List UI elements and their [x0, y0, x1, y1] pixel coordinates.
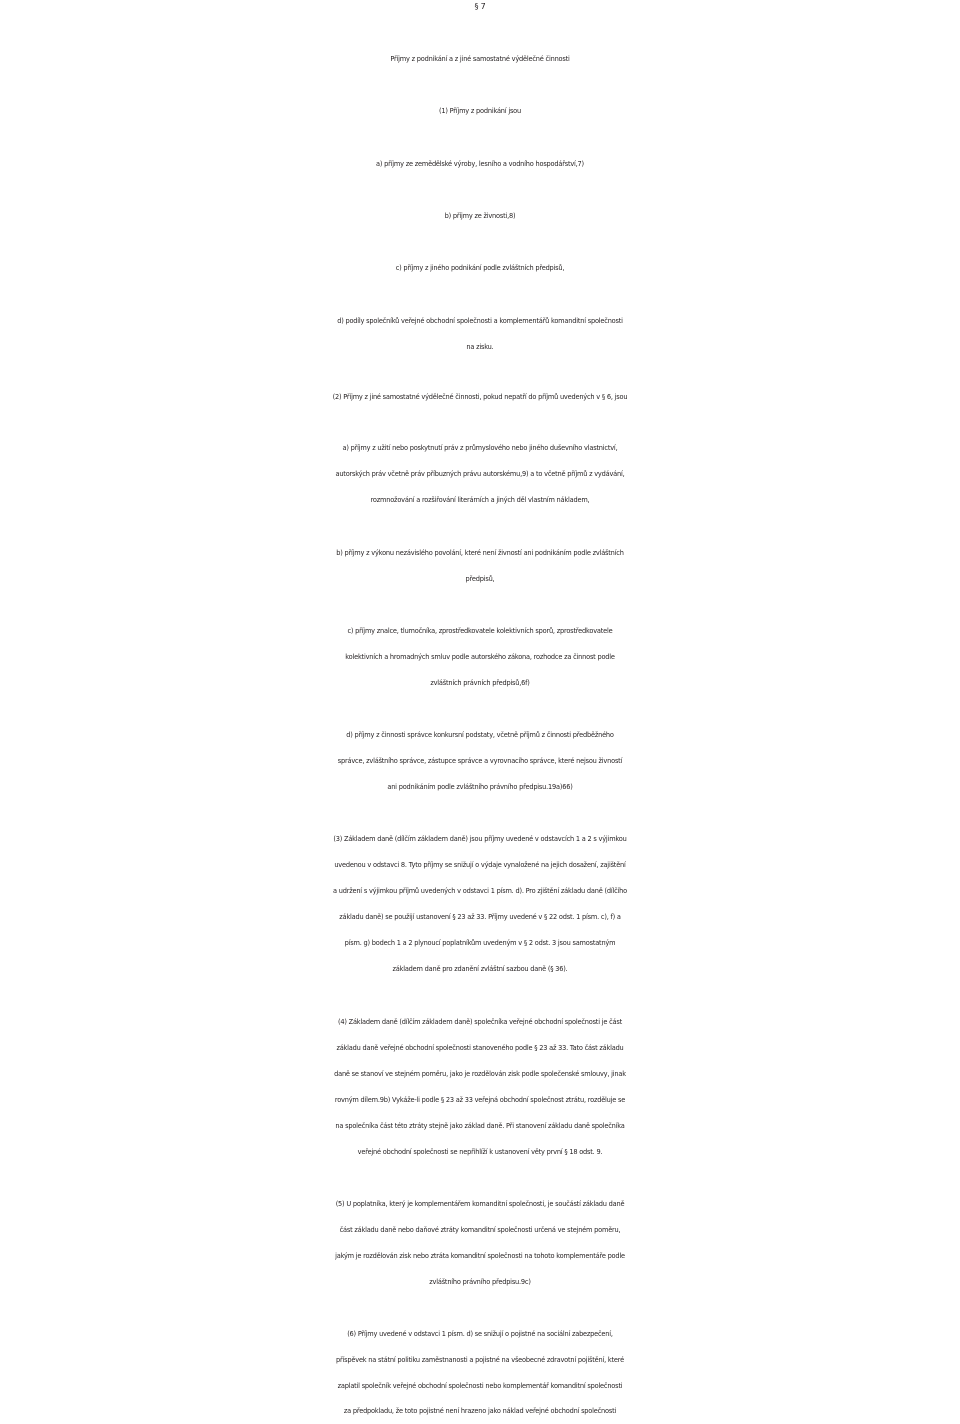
para6-line2: příspěvek na státní politiku zaměstnanosti a pojistné na všeobecné zdravotní pojištění, které [336, 1356, 624, 1364]
para6-line4: za předpokladu, že toto pojistné není hrazeno jako náklad veřejné obchodní společnosti [343, 1407, 617, 1415]
para2-item-b-line1: b) příjmy z výkonu nezávislého povolání, které není živností ani podnikáním podle zvláštních [336, 549, 624, 557]
para5-line3: jakým je rozdělován zisk nebo ztráta komanditní společnosti na tohoto komplementáře podle [335, 1252, 625, 1260]
para3-line3: a udržení s výjimkou příjmů uvedených v odstavci 1 písm. d). Pro zjištění základu daně (dílčího [333, 887, 627, 895]
para1-item-d-line1: d) podíly společníků veřejné obchodní společnosti a komplementářů komanditní společnosti [337, 317, 623, 325]
para6-line1: (6) Příjmy uvedené v odstavci 1 písm. d) se snižují o pojistné na sociální zabezpečení, [347, 1330, 613, 1338]
para1-item-a: a) příjmy ze zemědělské výroby, lesního a vodního hospodářství,7) [376, 160, 584, 168]
para4-line4: rovným dílem.9b) Vykáže-li podle § 23 až 33 veřejná obchodní společnost ztrátu, rozděluje se [334, 1096, 626, 1104]
para3-line4: základu daně) se použijí ustanovení § 23 až 33. Příjmy uvedené v § 22 odst. 1 písm. c), f) a [339, 913, 621, 921]
para5-line4: zvláštního právního předpisu.9c) [429, 1278, 531, 1286]
para1-item-d-line2: na zisku. [466, 343, 494, 351]
para4-line6: veřejné obchodní společnosti se nepřihlíží k ustanovení věty první § 18 odst. 9. [357, 1148, 603, 1156]
para2-item-c-line3: zvláštních právních předpisů,6f) [430, 679, 530, 687]
para5-line2: část základu daně nebo daňové ztráty komanditní společnosti určená ve stejném poměru, [339, 1226, 621, 1234]
para4-line1: (4) Základem daně (dílčím základem daně) společníka veřejné obchodní společnosti je část [337, 1018, 622, 1026]
para1-item-b: b) příjmy ze živnosti,8) [444, 212, 516, 220]
para4-line3: daně se stanoví ve stejném poměru, jako je rozdělován zisk podle společenské smlouvy, jinak [334, 1070, 626, 1078]
para2-item-d-line1: d) příjmy z činnosti správce konkursní podstaty, včetně příjmů z činnosti předběžného [346, 731, 614, 739]
section-title: Příjmy z podnikání a z jiné samostatné výdělečné činnosti [390, 55, 570, 63]
para3-line5: písm. g) bodech 1 a 2 plynoucí poplatníkům uvedeným v § 2 odst. 3 jsou samostatným [344, 939, 616, 947]
para4-line2: základu daně veřejné obchodní společnosti stanoveného podle § 23 až 33. Tato část základu [336, 1044, 624, 1052]
para6-line3: zaplatil společník veřejné obchodní společnosti nebo komplementář komanditní společnosti [337, 1382, 623, 1390]
para2-item-d-line2: správce, zvláštního správce, zástupce správce a vyrovnacího správce, které nejsou živností [337, 757, 623, 765]
para2-item-b-line2: předpisů, [465, 575, 495, 583]
para1-item-c: c) příjmy z jiného podnikání podle zvláštních předpisů, [395, 264, 565, 272]
para2-item-a-line2: autorských práv včetně práv příbuzných právu autorskému,9) a to včetně příjmů z vydávání, [335, 470, 625, 478]
para2-item-a-line3: rozmnožování a rozšiřování literárních a jiných děl vlastním nákladem, [370, 496, 590, 504]
para4-line5: na společníka část této ztráty stejně jako základ daně. Při stanovení základu daně společníka [335, 1122, 625, 1130]
section-number: § 7 [474, 2, 486, 11]
para2-item-c-line2: kolektivních a hromadných smluv podle autorského zákona, rozhodce za činnost podle [345, 653, 615, 661]
para2-item-d-line3: ani podnikáním podle zvláštního právního předpisu.19a)66) [387, 783, 573, 791]
para3-line6: základem daně pro zdanění zvláštní sazbou daně (§ 36). [392, 965, 568, 973]
para3-line2: uvedenou v odstavci 8. Tyto příjmy se snižují o výdaje vynaložené na jejich dosažení, zajištění [334, 861, 626, 869]
para3-line1: (3) Základem daně (dílčím základem daně) jsou příjmy uvedené v odstavcích 1 a 2 s výjimkou [333, 835, 627, 843]
para2-item-a-line1: a) příjmy z užití nebo poskytnutí práv z průmyslového nebo jiného duševního vlastnictví, [342, 444, 618, 452]
para2-intro: (2) Příjmy z jiné samostatné výdělečné činnosti, pokud nepatří do příjmů uvedených v § 6, jsou [332, 393, 628, 401]
para1-intro: (1) Příjmy z podnikání jsou [439, 107, 521, 115]
para2-item-c-line1: c) příjmy znalce, tlumočníka, zprostředkovatele kolektivních sporů, zprostředkovatele [347, 627, 613, 635]
para5-line1: (5) U poplatníka, který je komplementářem komanditní společnosti, je součástí základu daně [335, 1200, 625, 1208]
